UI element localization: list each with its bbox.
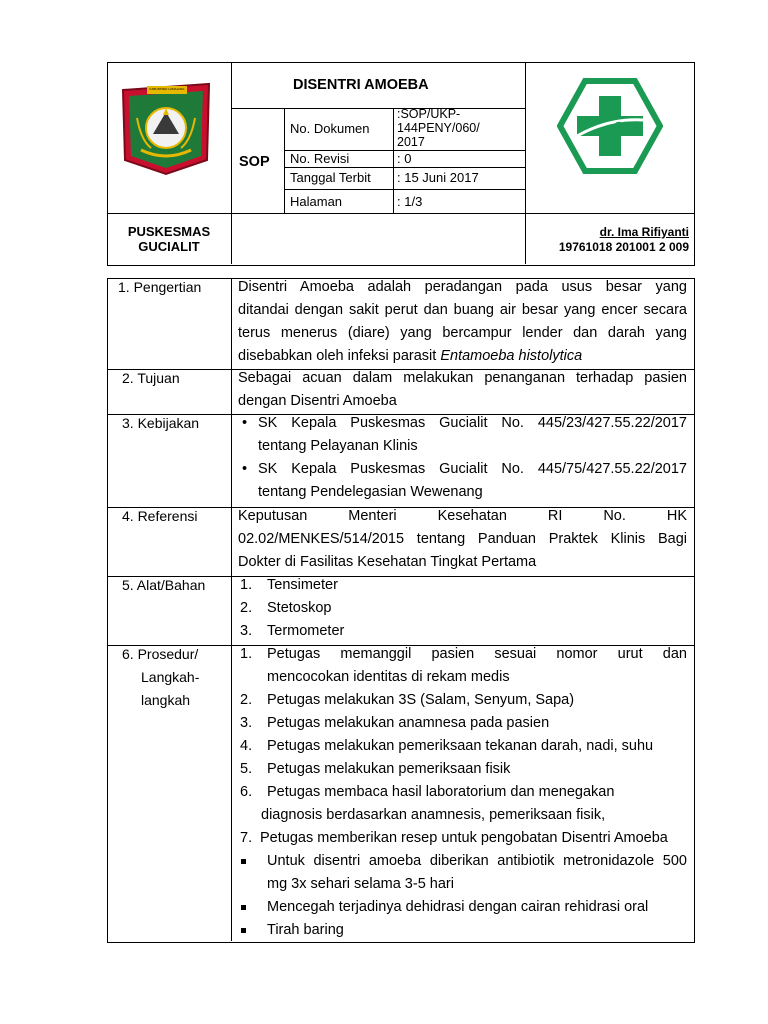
label-prosedur: 6. Prosedur/ Langkah- langkah bbox=[122, 646, 200, 708]
field-label-halaman: Halaman bbox=[290, 194, 343, 209]
list-item: 6. Petugas membaca hasil laboratorium dan menegakan diagnosis berdasarkan anamnesis, pemeriksaan fisik, bbox=[240, 784, 615, 823]
signer-nip: 19761018 201001 2 009 bbox=[558, 240, 689, 254]
list-item: 2. Petugas melakukan 3S (Salam, Senyum, Sapa) bbox=[240, 692, 575, 708]
square-bullet-icon bbox=[241, 905, 246, 910]
field-value-no-dokumen-2: 144PENY/060/ bbox=[397, 121, 480, 135]
org-name-line2: GUCIALIT bbox=[138, 239, 200, 254]
field-label-no-dokumen: No. Dokumen bbox=[290, 121, 370, 136]
field-value-halaman: : 1/3 bbox=[397, 194, 423, 209]
org-name-line1: PUSKESMAS bbox=[127, 224, 211, 239]
list-item: 1. Tensimeter bbox=[240, 577, 338, 593]
list-item: 7. Petugas memberikan resep untuk pengobatan Disentri Amoeba bbox=[240, 830, 668, 846]
field-label-tanggal-terbit: Tanggal Terbit bbox=[290, 170, 371, 185]
label-referensi: 4. Referensi bbox=[122, 508, 198, 524]
content-alat-bahan bbox=[240, 574, 687, 643]
field-value-no-dokumen-1: :SOP/UKP- bbox=[397, 107, 461, 121]
list-item: 3. Termometer bbox=[240, 623, 345, 639]
label-kebijakan: 3. Kebijakan bbox=[122, 415, 200, 431]
list-item: Untuk disentri amoeba diberikan antibiotik metronidazole 500 mg 3x sehari selama 3-5 hari bbox=[240, 850, 687, 896]
content-tujuan: Sebagai acuan dalam melakukan penanganan terhadap pasien dengan Disentri Amoeba bbox=[238, 370, 687, 409]
label-pengertian: 1. Pengertian bbox=[118, 279, 202, 295]
lumajang-seal-logo: KABUPATEN LUMAJANG bbox=[117, 78, 215, 176]
content-prosedur bbox=[240, 643, 687, 942]
list-item: 4. Petugas melakukan pemeriksaan tekanan darah, nadi, suhu bbox=[240, 738, 654, 754]
list-item: • SK Kepala Puskesmas Gucialit No. 445/23/427.55.22/2017 tentang Pelayanan Klinis bbox=[242, 415, 687, 454]
square-bullet-icon bbox=[241, 859, 246, 864]
signer-name: dr. Ima Rifiyanti bbox=[599, 225, 689, 239]
field-value-no-dokumen-3: 2017 bbox=[397, 135, 425, 149]
list-item: Tirah baring bbox=[240, 919, 687, 942]
field-value-tanggal-terbit: : 15 Juni 2017 bbox=[397, 170, 479, 185]
square-bullet-icon bbox=[241, 928, 246, 933]
document-title: DISENTRI AMOEBA bbox=[293, 77, 429, 93]
content-pengertian: Disentri Amoeba adalah peradangan pada usus besar yang ditandai dengan sakit perut dan buang air besar yang encer secara terus menerus (diare) yang bercampur lender dan darah yang disebabkan oleh infeksi parasit Entamoeba histolytica bbox=[238, 279, 687, 364]
field-value-no-revisi: : 0 bbox=[397, 151, 412, 166]
list-item: 5. Petugas melakukan pemeriksaan fisik bbox=[240, 761, 511, 777]
list-item: 3. Petugas melakukan anamnesa pada pasien bbox=[240, 715, 550, 731]
list-item: 1. Petugas memanggil pasien sesuai nomor urut dan mencocokan identitas di rekam medis bbox=[240, 646, 687, 685]
puskesmas-logo bbox=[557, 78, 663, 174]
list-item: Mencegah terjadinya dehidrasi dengan cairan rehidrasi oral bbox=[240, 896, 687, 919]
list-item: • SK Kepala Puskesmas Gucialit No. 445/75/427.55.22/2017 tentang Pendelegasian Wewenang bbox=[242, 461, 687, 500]
sop-label: SOP bbox=[239, 154, 270, 170]
list-item: 2. Stetoskop bbox=[240, 600, 332, 616]
label-alat-bahan: 5. Alat/Bahan bbox=[122, 577, 206, 593]
content-kebijakan bbox=[242, 412, 687, 504]
content-referensi: Keputusan Menteri Kesehatan RI No. HK 02.02/MENKES/514/2015 tentang Panduan Praktek Klinis Bagi Dokter di Fasilitas Kesehatan Tingkat Pertama bbox=[238, 508, 687, 570]
label-tujuan: 2. Tujuan bbox=[122, 370, 180, 386]
field-label-no-revisi: No. Revisi bbox=[290, 151, 350, 166]
